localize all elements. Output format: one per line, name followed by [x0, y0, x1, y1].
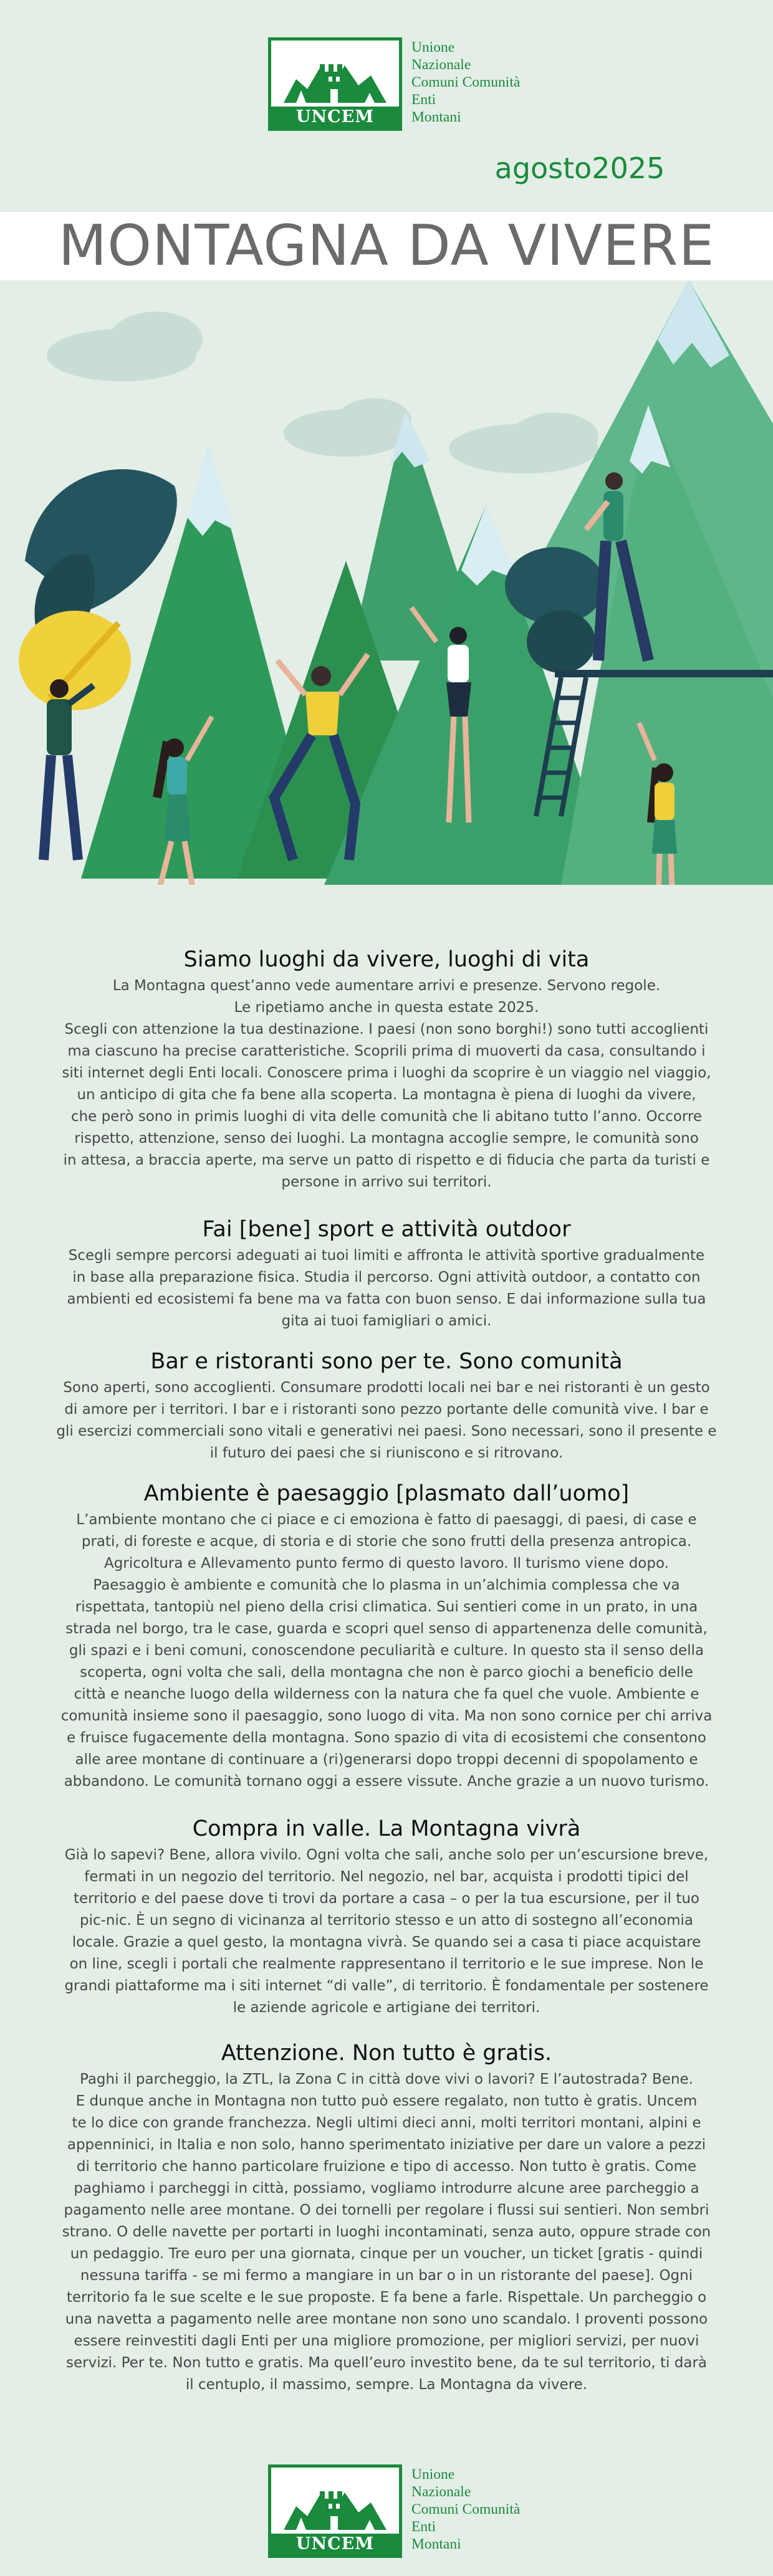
body-line: Sono aperti, sono accoglienti. Consumare prodotti locali nei bar e nei ristoranti è un gesto — [63, 1380, 710, 1396]
body-line: un anticipo di gita che fa bene alla scoperta. La montagna è piena di luoghi da vivere, — [77, 1087, 696, 1103]
logo-line: Nazionale — [411, 57, 471, 73]
body-line: un pedaggio. Tre euro per una giornata, cinque per un voucher, un ticket [gratis - quindi — [70, 2246, 703, 2262]
section-body — [31, 1377, 742, 1464]
logo-line: Montani — [411, 109, 461, 125]
body-line: E dunque anche in Montagna non tutto può essere regalato, non tutto è gratis. Uncem — [75, 2093, 698, 2109]
section-body — [31, 2069, 742, 2396]
body-line: La Montagna quest’anno vede aumentare arrivi e presenze. Servono regole. — [112, 978, 661, 994]
section-body — [31, 975, 742, 1193]
logo-line: Comuni Comunità — [411, 2501, 521, 2517]
section-bar — [0, 1346, 773, 1464]
body-line: Le ripetiamo anche in questa estate 2025. — [234, 999, 539, 1016]
body-line: rispetto, attenzione, senso dei luoghi. La montagna accoglie sempre, le comunità sono — [74, 1130, 699, 1147]
body-line: locale. Grazie a quel gesto, la montagna vivrà. Se quando sei a casa ti piace acquistare — [72, 1934, 701, 1950]
body-line: Già lo sapevi? Bene, allora vivilo. Ogni volta che sali, anche solo per un’escursione breve, — [64, 1847, 709, 1863]
logo-line: Unione — [411, 2466, 455, 2483]
body-line: gli esercizi commerciali sono vitali e generativi nei paesi. Sono necessari, sono il presente e — [56, 1423, 717, 1439]
section-attenzione — [0, 2038, 773, 2396]
uncem-logo-top — [268, 37, 521, 131]
logo-line: Enti — [411, 2519, 436, 2535]
section-ambiente — [0, 1478, 773, 1793]
body-line: strano. O delle navette per portarti in luoghi incontaminati, senza auto, oppure strade con — [62, 2224, 711, 2240]
body-line: ma ciascuno ha precise caratteristiche. Scoprili prima di muoverti da casa, consultando i — [67, 1043, 706, 1059]
body-line: on line, scegli i portali che realmente rappresentano il territorio e le sue imprese. Non le — [69, 1956, 704, 1972]
body-line: in base alla preparazione fisica. Studia il percorso. Ogni attività outdoor, a contatto con — [72, 1269, 701, 1286]
body-line: strada nel borgo, tra le case, guarda e scopri quel senso di appartenenza delle comunità, — [65, 1621, 708, 1637]
section-compra — [0, 1813, 773, 2019]
section-body — [31, 1509, 742, 1793]
body-line: scoperta, ogni volta che sali, della montagna che non è parco giochi a beneficio delle — [80, 1664, 693, 1681]
body-line: Scegli con attenzione la tua destinazione. I paesi (non sono borghi!) sono tutti accoglienti — [64, 1021, 709, 1038]
issue-date: agosto2025 — [494, 151, 665, 185]
body-line: territorio fa le sue scelte e le sue proposte. E fa bene a farle. Rispettale. Un parcheggio o — [66, 2289, 707, 2306]
body-line: le aziende agricole e artigiane dei territori. — [233, 2000, 540, 2016]
body-line: ambienti ed ecosistemi fa bene ma va fatta con buon senso. E dai informazione sulla tua — [67, 1291, 706, 1307]
body-line: di territorio che hanno particolare fruizione e tipo di accesso. Non tutto è gratis. Come — [76, 2159, 697, 2175]
logo-line: Unione — [411, 39, 455, 55]
body-line: in attesa, a braccia aperte, ma serve un patto di rispetto e di fiducia che parta da turisti e — [63, 1152, 710, 1168]
body-line: servizi. Per te. Non tutto e gratis. Ma quell’euro investito bene, da te sul territorio, ti darà — [66, 2355, 707, 2371]
section-body — [31, 1844, 742, 2019]
logo-band-text: UNCEM — [271, 107, 399, 128]
mountain-illustration — [0, 262, 773, 966]
body-line: paghiamo i parcheggi in città, possiamo, vogliamo introdurre alcune aree parcheggio a — [74, 2180, 699, 2197]
logo-band-text: UNCEM — [271, 2534, 399, 2555]
logo-line: Enti — [411, 92, 436, 108]
section-luoghi — [0, 944, 773, 1193]
body-line: gita ai tuoi famigliari o amici. — [281, 1313, 492, 1329]
section-title: Fai [bene] sport e attività outdoor — [202, 1217, 571, 1242]
section-title: Compra in valle. La Montagna vivrà — [192, 1816, 581, 1841]
section-body — [31, 1245, 742, 1332]
body-line: te lo dice con grande franchezza. Negli ultimi dieci anni, molti territori montani, alpini e — [72, 2115, 701, 2131]
section-title: Siamo luoghi da vivere, luoghi di vita — [183, 947, 590, 972]
body-line: gli spazi e i beni comuni, conoscendone peculiarità e culture. In questo sta il senso della — [69, 1643, 704, 1659]
body-line: il centuplo, il massimo, sempre. La Montagna da vivere. — [185, 2377, 588, 2393]
logo-line: Comuni Comunità — [411, 74, 521, 90]
body-line: appenninici, in Italia e non solo, hanno sperimentato iniziative per dare un valore a pezzi — [67, 2137, 706, 2153]
section-sport — [0, 1214, 773, 1332]
body-line: pic-nic. È un segno di vicinanza al territorio stesso e un atto di sostegno all’economia — [79, 1912, 693, 1929]
logo-wordmark — [362, 2466, 521, 2553]
body-line: comunità insieme sono il paesaggio, sono luogo di vita. Ma non sono cornice per chi arriva — [60, 1708, 713, 1724]
body-line: pagamento nelle aree montane. O dei tornelli per regolare i flussi sui sentieri. Non sembri — [64, 2202, 709, 2218]
body-line: alle aree montane di continuare a (ri)generarsi dopo troppi decenni di spopolamento e — [75, 1752, 698, 1768]
body-line: una navetta a pagamento nelle aree montane non sono uno scandalo. I proventi possono — [65, 2311, 708, 2327]
body-line: Paghi il parcheggio, la ZTL, la Zona C in città dove vivi o lavori? E l’autostrada? Bene. — [80, 2071, 693, 2087]
body-line: Agricoltura e Allevamento punto fermo di questo lavoro. Il turismo viene dopo. — [104, 1555, 669, 1572]
body-line: e fruisce fugacemente della montagna. Sono spazio di vita di ecosistemi che consentono — [67, 1730, 706, 1746]
body-line: abbandono. Le comunità tornano oggi a essere vissute. Anche grazie a un nuovo turismo. — [64, 1773, 709, 1790]
body-line: essere reinvestiti dagli Enti per una migliore promozione, per migliori servizi, per nuovi — [74, 2333, 699, 2349]
body-line: persone in arrivo sui territori. — [281, 1174, 492, 1190]
body-line: nessuna tariffa - se mi fermo a mangiare in un bar o in un ristorante del paese]. Ogni — [80, 2268, 693, 2284]
uncem-logo-bottom — [268, 2464, 521, 2558]
body-line: prati, di foreste e acque, di storia e di storie che sono frutti della presenza antropica. — [81, 1534, 692, 1550]
body-line: città e neanche luogo della wilderness con la natura che fa quel che vuole. Ambiente e — [74, 1686, 699, 1702]
page-title: MONTAGNA DA VIVERE — [58, 213, 715, 279]
body-line: il futuro dei paesi che si riuniscono e si ritrovano. — [209, 1445, 564, 1461]
section-title: Ambiente è paesaggio [plasmato dall’uomo] — [143, 1481, 630, 1506]
body-line: rispettata, tantopiù nel pieno della crisi climatica. Sui sentieri come in un prato, in una — [75, 1599, 698, 1615]
logo-wordmark — [362, 39, 521, 126]
logo-line: Nazionale — [411, 2484, 471, 2500]
body-line: fermati in un negozio del territorio. Nel negozio, nel bar, acquista i prodotti tipici del — [84, 1869, 689, 1885]
body-line: che però sono in primis luoghi di vita delle comunità che li abitano tutto l’anno. Occorre — [70, 1109, 703, 1125]
section-title: Bar e ristoranti sono per te. Sono comunità — [150, 1349, 623, 1374]
body-line: L’ambiente montano che ci piace e ci emoziona è fatto di paesaggi, di paesi, di case e — [76, 1512, 697, 1528]
body-line: Paesaggio è ambiente e comunità che lo plasma in un’alchimia complessa che va — [93, 1577, 680, 1593]
body-line: grandi piattaforme ma i siti internet “di valle”, di territorio. È fondamentale per sostenere — [64, 1978, 709, 1994]
body-line: territorio e del paese dove ti trovi da portare a casa – o per la tua escursione, per il tuo — [74, 1891, 699, 1907]
section-title: Attenzione. Non tutto è gratis. — [221, 2041, 552, 2066]
body-line: di amore per i territori. I bar e i ristoranti sono pezzo portante delle comunità vive. I bar e — [64, 1401, 709, 1418]
logo-line: Montani — [411, 2536, 461, 2552]
body-line: Scegli sempre percorsi adeguati ai tuoi limiti e affronta le attività sportive gradualmente — [68, 1247, 705, 1264]
body-line: siti internet degli Enti locali. Conoscere prima i luoghi da scoprire è un viaggio nel viaggio, — [62, 1065, 711, 1081]
